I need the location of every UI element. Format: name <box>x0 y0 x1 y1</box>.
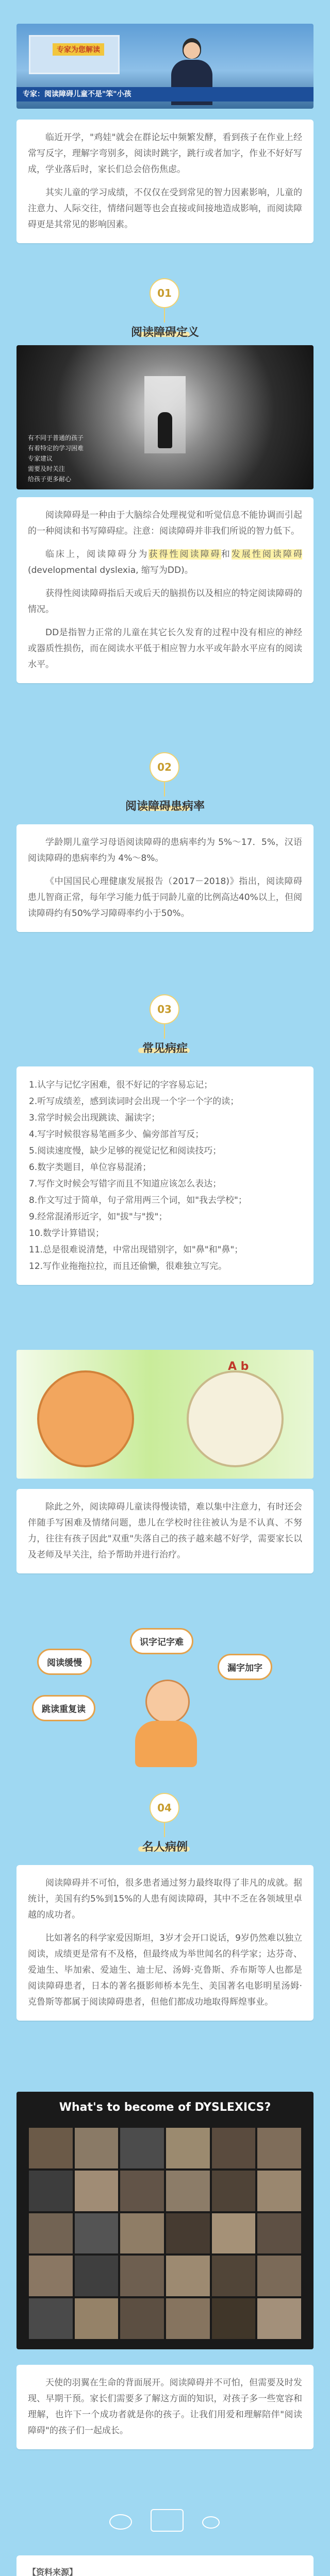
symptom-item: 7.写作文时候会写错字而且不知道应该怎么表达； <box>29 1179 222 1189</box>
portrait-grid <box>29 2128 301 2339</box>
highlight-term: 获得性阅读障碍 <box>148 549 221 560</box>
news-image <box>16 24 314 109</box>
section-title: 常见病症 <box>142 1042 188 1055</box>
poster-title: What's to become of DYSLEXICS? <box>59 2101 271 2114</box>
child-silhouette <box>158 412 172 448</box>
section-number: 03 <box>150 994 179 1024</box>
child-figure <box>135 1680 197 1767</box>
section-title: 名人病例 <box>142 1841 188 1854</box>
doodle-decoration <box>16 2504 314 2540</box>
section-04-header <box>0 1793 330 1854</box>
celebrity-collage <box>16 2092 314 2349</box>
symptom-item: 3.常学时候会出现跳读、漏读字； <box>29 1113 160 1123</box>
brain-head-right <box>187 1370 284 1467</box>
bubble-4: 跳读重复读 <box>32 1695 95 1721</box>
bubble-3: 漏字加字 <box>218 1654 272 1680</box>
prevalence-paragraph-1: 学龄期儿童学习母语阅读障碍的患病率约为 5%～17．5%，汉语阅读障碍的患病率约为 4%～8%。 <box>28 837 302 863</box>
child-corridor-photo <box>16 345 314 489</box>
intro-paragraph-2: 其实儿童的学习成绩，不仅仅在受到常见的智力因素影响，儿童的注意力、人际交往，情绪问题等也会直接或间接地造成影响，而阅读障碍更是其常见的影响因素。 <box>28 188 302 230</box>
closing-card <box>16 2365 314 2449</box>
section-number: 02 <box>150 752 179 782</box>
section-number: 01 <box>150 278 179 308</box>
definition-paragraph-2: 临床上，阅读障碍分为获得性阅读障碍和发展性阅读障碍(developmental dyslexia, 缩写为DD)。 <box>28 549 303 575</box>
symptoms-card <box>16 1066 314 1285</box>
symptom-item: 10.数学计算错误； <box>29 1228 105 1239</box>
symptom-item: 4.写字时候很容易笔画多少、偏旁部首写反； <box>29 1129 204 1140</box>
prevalence-paragraph-2: 《中国国民心理健康发展报告（2017－2018)》指出，阅读障碍患儿智商正常，每年学习能力低于同龄儿童的比例高达40%以上，但阅读障碍约有50%学习障碍率约小于50%。 <box>28 876 302 919</box>
section-01-header <box>0 278 330 339</box>
definition-paragraph-4: DD是指智力正常的儿童在其它长久发育的过程中没有相应的神经或器质性损伤，而在阅读水平低于相应智力水平或年龄水平应有的阅读水平。 <box>28 628 302 670</box>
symptom-item: 6.数字类题目，单位容易混淆； <box>29 1162 152 1173</box>
bubble-2: 识字记字难 <box>130 1628 193 1654</box>
symptom-item: 11.总是很难说清楚，中常出现错别字，如"鼻"和"鼻"； <box>29 1245 243 1255</box>
section-title: 阅读障碍定义 <box>130 326 199 339</box>
closing-paragraph: 天使的羽翼在生命的背面展开。阅读障碍并不可怕，但需要及时发现、早期干预。家长们需要多了解这方面的知识，对孩子多一些宽容和理解，也许下一个成功者就是你的孩子。让我们用爱和理解陪伴"阅读障碍"的孩子们一起成长。 <box>28 2378 302 2436</box>
symptom-item: 8.作文写过于简单，句子常用两三个词，如"我去学校"； <box>29 1195 247 1206</box>
section-02-header <box>0 752 330 813</box>
section-03-header <box>0 994 330 1055</box>
intro-paragraph-1: 临近开学，"鸡娃"就会在群论坛中频繁发酵，看到孩子在作业上经常写反字，理解字弯别多，阅读时跳字，跳行或者加字，作业不好好写成，学业落后时，家长们总会倍伤焦虑。 <box>28 132 302 175</box>
symptom-item: 2.听写成绩差，感到读词时会出现一个字一个字的读； <box>29 1096 239 1107</box>
highlight-term: 发展性阅读障碍 <box>231 549 303 560</box>
banner-tag: 专家为您解读 <box>53 43 104 56</box>
references-title: 【资料来源】 <box>28 2567 78 2576</box>
prevalence-card <box>16 824 314 932</box>
intro-card <box>16 120 314 243</box>
news-ticker: 专家：阅读障碍儿童不是"笨"小孩 <box>16 87 314 101</box>
references-card <box>16 2555 314 2576</box>
brain-head-left <box>37 1370 134 1467</box>
section-number: 04 <box>150 1793 179 1823</box>
definition-card <box>16 497 314 683</box>
bubble-1: 阅读缓慢 <box>37 1649 92 1675</box>
section-title: 阅读障碍患病率 <box>125 800 205 813</box>
photo-caption: 有不同于普通的孩子 有着特定的学习困难 专家建议 需要及时关注 给孩子更多耐心 <box>28 434 84 483</box>
symptom-item: 12.写作业拖拖拉拉，而且还偷懒，很难独立写完。 <box>29 1261 227 1272</box>
letters-scatter: A b <box>228 1360 249 1373</box>
definition-paragraph-1: 阅读障碍是一种由于大脑综合处理视觉和听觉信息不能协调而引起的一种阅读和书写障碍症。注意：阅读障碍并非我们所说的智力低下。 <box>28 510 302 536</box>
symptoms-note: 除此之外，阅读障碍儿童读得慢读错，难以集中注意力，有时还会伴随手写困难及情绪问题，患儿在学校时往往被认为是不认真、不努力，往往有孩子因此"双重"失落自己的孩子越来越不好学，需要家长以及老师及早关注，给予帮助并进行治疗。 <box>28 1502 302 1560</box>
celebrity-paragraph-1: 阅读障碍并不可怕，很多患者通过努力最终取得了非凡的成就。据统计，美国有约5%到15%的人患有阅读障碍，其中不乏在各领域里卓越的成功者。 <box>28 1878 302 1920</box>
celebrity-paragraph-2: 比如著名的科学家爱因斯坦，3岁才会开口说话，9岁仍然难以独立阅读，成绩更是常有不及格，但最终成为举世闻名的科学家；达芬奇、爱迪生、毕加索、爱迪生、迪士尼、汤姆·克鲁斯、乔布斯等人也都是阅读障碍患者，日本的著名摄影师桥本先生、美国著名电影明星汤姆·克鲁斯等都属于阅读障碍患者，但他们都成功地取得辉煌事业。 <box>28 1933 302 2007</box>
symptom-item: 5.阅读速度慢，缺少足够的视觉记忆和阅读技巧； <box>29 1146 222 1156</box>
symptom-item: 1.认字与记忆字困难，很不好记的字容易忘记； <box>29 1080 213 1090</box>
brain-illustration <box>16 1350 314 1479</box>
symptom-item: 9.经常混淆形近字，如"拔"与"拨"； <box>29 1212 168 1222</box>
celebrity-card <box>16 1865 314 2021</box>
symptoms-note-card <box>16 1489 314 1573</box>
symptom-bubbles <box>16 1623 314 1777</box>
definition-paragraph-3: 获得性阅读障碍指后天或后天的脑损伤以及相应的特定阅读障碍的情况。 <box>28 588 302 615</box>
